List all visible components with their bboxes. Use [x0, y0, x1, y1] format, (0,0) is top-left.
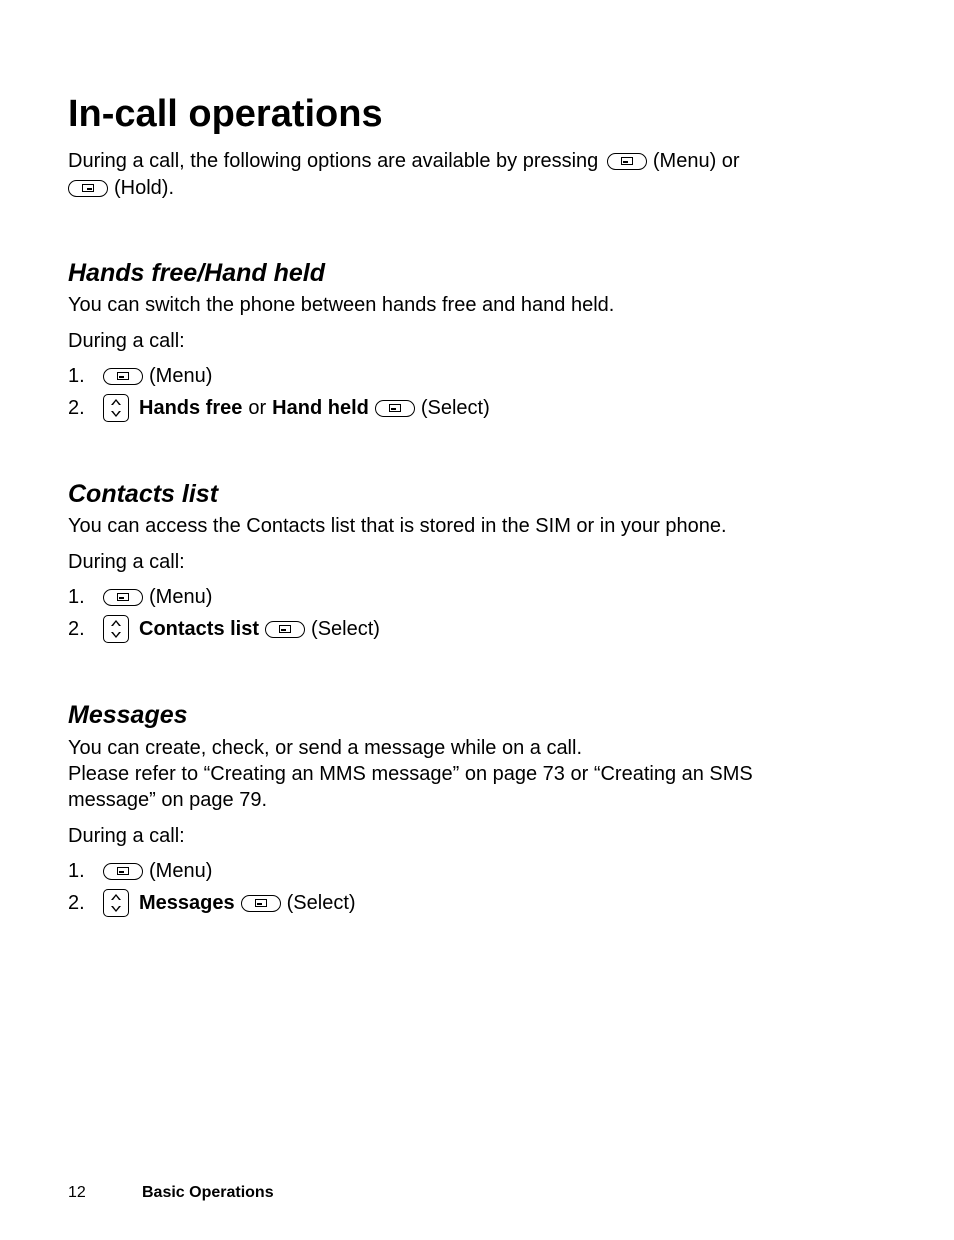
- section-description-line-2: Please refer to “Creating an MMS message” on page 73 or “Creating an SMS: [68, 763, 753, 785]
- menu-soft-key-icon: [103, 368, 143, 385]
- section-heading-messages: Messages: [68, 701, 188, 729]
- connector-text: or: [248, 397, 267, 419]
- select-soft-key-icon: [241, 895, 281, 912]
- step-1: [68, 858, 212, 884]
- step-1: [68, 584, 212, 610]
- navigation-key-icon: [103, 889, 129, 917]
- option-contacts-list: Contacts list: [139, 618, 260, 640]
- chapter-title: Basic Operations: [142, 1184, 274, 1201]
- menu-soft-key-icon: [607, 153, 647, 170]
- step-label: (Menu): [149, 365, 213, 387]
- during-call-label: During a call:: [68, 825, 185, 847]
- step-label: (Select): [311, 618, 380, 640]
- section-heading-hands-free: Hands free/Hand held: [68, 259, 325, 287]
- option-hand-held: Hand held: [272, 397, 369, 419]
- step-label: (Select): [420, 397, 490, 419]
- option-hands-free: Hands free: [139, 397, 243, 419]
- during-call-label: During a call:: [68, 330, 185, 352]
- intro-text: During a call, the following options are available by pressing: [68, 150, 599, 172]
- section-description-line-3: message” on page 79.: [68, 789, 268, 811]
- section-heading-contacts-list: Contacts list: [68, 480, 219, 508]
- step-1: [68, 363, 212, 389]
- select-soft-key-icon: [265, 621, 305, 638]
- step-number: 1.: [68, 365, 85, 387]
- page-number: 12: [68, 1184, 86, 1201]
- menu-soft-key-icon: [103, 589, 143, 606]
- hold-soft-key-icon: [68, 180, 108, 197]
- section-description: You can access the Contacts list that is stored in the SIM or in your phone.: [68, 515, 727, 537]
- menu-soft-key-icon: [103, 863, 143, 880]
- step-number: 2.: [68, 397, 85, 419]
- page-title: In-call operations: [68, 93, 383, 135]
- intro-menu-label: (Menu) or: [652, 150, 740, 172]
- step-label: (Menu): [149, 586, 213, 608]
- step-number: 1.: [68, 586, 85, 608]
- step-2: [68, 394, 490, 422]
- section-description: You can switch the phone between hands free and hand held.: [68, 294, 615, 316]
- step-label: (Menu): [149, 860, 213, 882]
- select-soft-key-icon: [375, 400, 415, 417]
- intro-hold-label: (Hold).: [114, 177, 175, 199]
- intro-line-2: [68, 175, 174, 201]
- step-label: (Select): [286, 892, 356, 914]
- step-number: 2.: [68, 892, 85, 914]
- option-messages: Messages: [139, 892, 235, 914]
- navigation-key-icon: [103, 394, 129, 422]
- during-call-label: During a call:: [68, 551, 185, 573]
- intro-line-1: [68, 148, 740, 174]
- step-2: [68, 615, 380, 643]
- step-number: 2.: [68, 618, 85, 640]
- section-description-line-1: You can create, check, or send a message while on a call.: [68, 737, 583, 759]
- step-2: [68, 889, 356, 917]
- navigation-key-icon: [103, 615, 129, 643]
- step-number: 1.: [68, 860, 85, 882]
